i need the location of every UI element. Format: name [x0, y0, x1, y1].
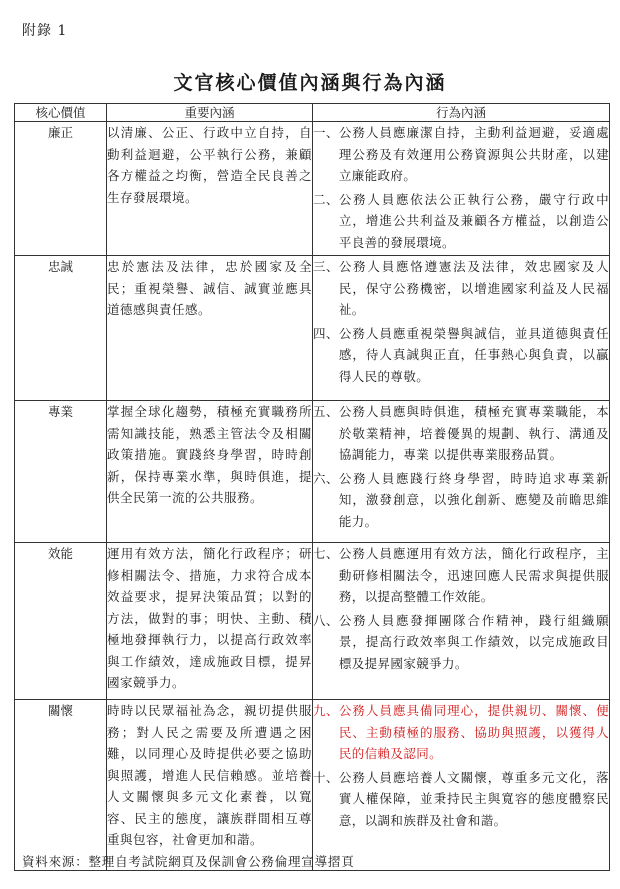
table-row [15, 122, 610, 256]
behavior-text: 公務人員應踐行終身學習，時時追求專業新知，激發創意，以強化創新、應變及前瞻思維能力。 [338, 470, 609, 529]
behavior-text: 公務人員應與時俱進，積極充實專業職能，本於敬業精神，培養優異的規劃、執行、溝通及協調能力，專業 以提供專業服務品質。 [338, 404, 609, 462]
core-value-cell: 關懷 [15, 700, 107, 871]
behavior-number: 四、 [313, 325, 339, 341]
behavior-text: 公務人員應發揮團隊合作精神，踐行組織願景，提高行政效率與工作績效，以完成施政目標及提昇國家競爭力。 [338, 612, 609, 671]
behavior-item [313, 767, 609, 832]
table-header-row [15, 104, 610, 122]
behavior-number: 三、 [313, 259, 339, 274]
header-important-meaning: 重要內涵 [107, 104, 313, 122]
behavior-item [313, 189, 609, 254]
behavior-number: 二、 [313, 191, 339, 207]
behavior-item [313, 323, 609, 388]
behavior-item [313, 256, 609, 321]
behavior-text: 公務人員應廉潔自持，主動利益迴避，妥適處理公務及有效運用公務資源與公共財產，以建立廉能政府。 [338, 125, 609, 183]
behavior-item [313, 468, 609, 533]
behavior-cell [313, 122, 610, 256]
behavior-text: 公務人員應重視榮譽與誠信，並具道德與責任感，待人真誠與正直，任事熱心與負責，以贏得人民的尊敬。 [338, 325, 609, 384]
table-row [15, 256, 610, 401]
behavior-item [313, 401, 609, 466]
behavior-item [313, 700, 609, 765]
behavior-text: 公務人員應運用有效方法，簡化行政程序，主動研修相關法令，迅速回應人民需求與提供服務，以提高整體工作效能。 [338, 546, 609, 604]
important-meaning-cell: 時時以民眾福祉為念，親切提供服務；對人民之需要及所遭遇之困難，以同理心及時提供必要之協助與照護，增進人民信賴感。並培養人文關懷與多元文化素養，以寬容、民主的態度，讓族群間相互尊重與包容，社會更加和諧。 [107, 700, 313, 871]
behavior-item [313, 543, 609, 608]
behavior-text: 公務人員應恪遵憲法及法律，效忠國家及人民，保守公務機密，以增進國家利益及人民福祉。 [338, 259, 609, 317]
table-row [15, 700, 610, 871]
behavior-number: 十、 [313, 769, 339, 785]
behavior-cell [313, 401, 610, 543]
behavior-text: 公務人員應依法公正執行公務，嚴守行政中立，增進公共利益及兼顧各方權益，以創造公平良善的發展環境。 [338, 191, 609, 250]
behavior-number: 八、 [313, 612, 339, 628]
appendix-label: 附錄 1 [22, 23, 68, 39]
core-values-table [14, 103, 610, 871]
behavior-number: 一、 [313, 125, 339, 140]
behavior-item [313, 610, 609, 675]
behavior-cell [313, 700, 610, 871]
header-behavior-meaning: 行為內涵 [313, 104, 610, 122]
table-row [15, 543, 610, 700]
behavior-number: 六、 [313, 470, 339, 486]
behavior-text: 公務人員應具備同理心，提供親切、關懷、便民、主動積極的服務、協助與照護，以獲得人民的信賴及認同。 [338, 703, 609, 761]
document-title: 文官核心價值內涵與行為內涵 [173, 72, 447, 94]
behavior-cell [313, 256, 610, 401]
table-row [15, 401, 610, 543]
behavior-number: 五、 [313, 404, 339, 419]
core-value-cell: 專業 [15, 401, 107, 543]
core-value-cell: 忠誠 [15, 256, 107, 401]
important-meaning-cell: 運用有效方法，簡化行政程序；研修相關法令、措施，力求符合成本效益要求，提昇決策品質；以對的方法，做對的事；明快、主動、積極地發揮執行力，以提高行政效率與工作績效，達成施政目標，提昇國家競爭力。 [107, 543, 313, 700]
core-value-cell: 廉正 [15, 122, 107, 256]
behavior-number: 七、 [313, 546, 339, 561]
important-meaning-cell: 以清廉、公正、行政中立自持，自動利益迴避，公平執行公務，兼顧各方權益之均衡，營造全民良善之生存發展環境。 [107, 122, 313, 256]
source-note: 資料來源：整理自考試院網頁及保訓會公務倫理宣導摺頁 [22, 854, 355, 869]
behavior-item [313, 122, 609, 187]
core-value-cell: 效能 [15, 543, 107, 700]
behavior-number: 九、 [313, 703, 339, 718]
behavior-cell [313, 543, 610, 700]
header-core-value: 核心價值 [15, 104, 107, 122]
behavior-text: 公務人員應培養人文關懷，尊重多元文化，落實人權保障，並秉持民主與寬容的態度體察民意，以調和族群及社會和諧。 [338, 769, 609, 828]
important-meaning-cell: 掌握全球化趨勢，積極充實職務所需知識技能，熟悉主管法令及相關政策措施。實踐終身學習，時時創新，保持專業水準，與時俱進，提供全民第一流的公共服務。 [107, 401, 313, 543]
important-meaning-cell: 忠於憲法及法律，忠於國家及全民；重視榮譽、誠信、誠實並應具道德感與責任感。 [107, 256, 313, 401]
